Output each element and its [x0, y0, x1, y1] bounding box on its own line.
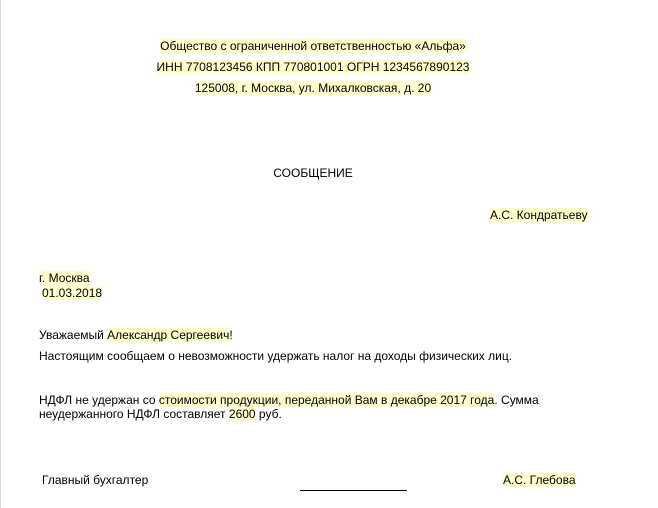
page-left-border — [0, 0, 1, 508]
signature-name-line — [503, 473, 576, 487]
company-address: 125008, г. Москва, ул. Михалковская, д. 20 — [194, 81, 432, 95]
paragraph-2-part-3: . Сумма — [494, 393, 539, 407]
requisites-line — [0, 60, 626, 74]
document-title-line — [0, 166, 626, 180]
address-line — [0, 81, 626, 95]
document-date: 01.03.2018 — [42, 286, 103, 300]
paragraph-1-text: Настоящим сообщаем о невозможности удержать налог на доходы физических лиц. — [39, 349, 513, 363]
paragraph-2-part-1: НДФЛ не удержан со — [39, 393, 159, 407]
greeting-name: Александр Сергеевич — [107, 328, 230, 342]
city-line — [39, 271, 90, 285]
company-name: Общество с ограниченной ответственностью «Альфа» — [160, 39, 466, 53]
company-requisites: ИНН 7708123456 КПП 770801001 ОГРН 1234567890123 — [156, 60, 470, 74]
greeting-line — [39, 328, 233, 342]
paragraph-2-line-2 — [39, 407, 282, 421]
signature-underline — [300, 490, 407, 491]
date-line — [42, 286, 102, 300]
document-title: СООБЩЕНИЕ — [273, 166, 353, 180]
paragraph-1 — [39, 349, 512, 363]
greeting-prefix: Уважаемый — [39, 328, 108, 342]
paragraph-2-line-1 — [39, 393, 539, 407]
signature-position-line — [42, 473, 148, 487]
signature-name: А.С. Глебова — [503, 473, 576, 487]
city: г. Москва — [39, 271, 90, 285]
recipient-name: А.С. Кондратьеву — [490, 208, 588, 222]
tax-amount: 2600 — [228, 407, 256, 421]
product-description: стоимости продукции, переданной Вам в декабре 2017 года — [158, 393, 495, 407]
paragraph-2-line-2-part-1: неудержанного НДФЛ составляет — [39, 407, 229, 421]
paragraph-2-line-2-part-2: руб. — [255, 407, 282, 421]
signature-position: Главный бухгалтер — [42, 473, 149, 487]
recipient-line — [490, 208, 588, 222]
greeting-suffix: ! — [229, 328, 233, 342]
company-name-line — [0, 39, 626, 53]
